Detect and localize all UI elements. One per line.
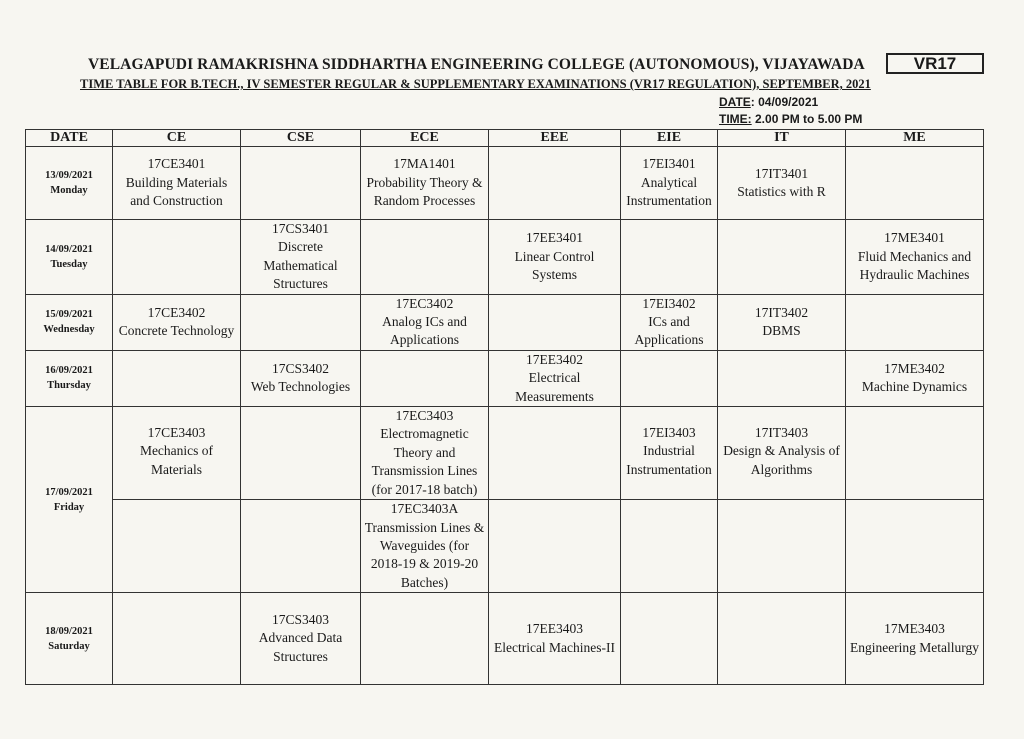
time-value: 2.00 PM to 5.00 PM xyxy=(751,112,863,126)
exam-cell xyxy=(113,147,241,220)
time-label: TIME: xyxy=(719,112,752,126)
subject-code: 17CE3402 xyxy=(147,304,206,320)
table-row xyxy=(26,407,984,500)
regulation-badge: VR17 xyxy=(886,53,984,74)
date-text: 13/09/2021 xyxy=(45,170,93,181)
subject-name: Discrete Mathematical Structures xyxy=(263,239,338,292)
subject-name: ICs and Applications xyxy=(634,314,704,348)
date-value: : 04/09/2021 xyxy=(750,95,819,109)
empty-cell xyxy=(361,593,489,685)
exam-cell xyxy=(621,294,718,350)
empty-cell xyxy=(846,407,984,500)
date-cell xyxy=(26,407,113,593)
exam-cell xyxy=(718,294,846,350)
empty-cell xyxy=(113,500,241,593)
subject-name: Web Technologies xyxy=(250,379,351,395)
empty-cell xyxy=(718,500,846,593)
exam-cell xyxy=(489,350,621,406)
empty-cell xyxy=(361,350,489,406)
date-text: 17/09/2021 xyxy=(45,486,93,498)
subject-code: 17IT3402 xyxy=(754,304,809,320)
subject-code: 17EE3402 xyxy=(526,351,583,367)
date-cell xyxy=(26,294,113,350)
col-eie: EIE xyxy=(621,130,718,147)
subject-name: Industrial Instrumentation xyxy=(626,443,712,477)
subject-name: Probability Theory & Random Processes xyxy=(366,174,483,209)
empty-cell xyxy=(113,593,241,685)
subject-name: Electrical Measurements xyxy=(515,370,594,404)
date-text: 18/09/2021 xyxy=(45,625,93,637)
subject-name: Concrete Technology xyxy=(118,323,235,339)
subject-name: Linear Control Systems xyxy=(514,248,595,283)
day-text: Saturday xyxy=(48,640,90,652)
col-ce: CE xyxy=(113,130,241,147)
subject-name: Transmission Lines & Waveguides (for 2018-19 & 2019-20 Batches) xyxy=(364,519,485,590)
empty-cell xyxy=(846,500,984,593)
date-cell xyxy=(26,220,113,295)
date-cell xyxy=(26,593,113,685)
subject-code: 17CE3401 xyxy=(147,156,206,172)
day-text: Tuesday xyxy=(50,258,88,270)
exam-cell xyxy=(241,220,361,295)
subject-name: Statistics with R xyxy=(737,184,826,199)
subject-name: Building Materials and Construction xyxy=(125,174,228,209)
table-row xyxy=(26,220,984,295)
exam-cell xyxy=(113,294,241,350)
col-eee: EEE xyxy=(489,130,621,147)
exam-cell xyxy=(489,220,621,295)
col-date: DATE xyxy=(26,130,113,147)
empty-cell xyxy=(241,147,361,220)
header-row xyxy=(26,130,984,147)
exam-cell xyxy=(718,407,846,500)
subject-code: 17CS3403 xyxy=(271,612,329,628)
subject-name: Mechanics of Materials xyxy=(139,443,214,477)
empty-cell xyxy=(718,350,846,406)
empty-cell xyxy=(621,220,718,295)
date-cell xyxy=(26,350,113,406)
subject-code: 17CS3401 xyxy=(271,221,329,236)
exam-cell xyxy=(241,350,361,406)
subject-code: 17EE3401 xyxy=(526,230,583,246)
date-cell xyxy=(26,147,113,220)
empty-cell xyxy=(489,407,621,500)
timetable xyxy=(25,129,984,685)
exam-cell xyxy=(361,147,489,220)
subject-code: 17EE3403 xyxy=(526,621,583,637)
table-row xyxy=(26,500,984,593)
col-cse: CSE xyxy=(241,130,361,147)
empty-cell xyxy=(489,147,621,220)
empty-cell xyxy=(113,350,241,406)
subject-code: 17EC3402 xyxy=(395,295,454,311)
empty-cell xyxy=(718,593,846,685)
col-me: ME xyxy=(846,130,984,147)
exam-cell xyxy=(361,500,489,593)
subject-name: DBMS xyxy=(762,323,801,339)
empty-cell xyxy=(241,407,361,500)
empty-cell xyxy=(718,220,846,295)
exam-date xyxy=(719,95,818,109)
exam-cell xyxy=(489,593,621,685)
empty-cell xyxy=(621,350,718,406)
subject-code: 17EI3402 xyxy=(642,295,696,311)
subject-name: Analog ICs and Applications xyxy=(382,314,467,348)
col-ece: ECE xyxy=(361,130,489,147)
subject-code: 17IT3403 xyxy=(754,425,809,441)
empty-cell xyxy=(489,500,621,593)
subject-code: 17ME3402 xyxy=(884,361,945,377)
col-it: IT xyxy=(718,130,846,147)
subject-code: 17EI3401 xyxy=(642,156,696,172)
exam-time xyxy=(719,112,862,126)
date-text: 16/09/2021 xyxy=(45,365,93,377)
table-row xyxy=(26,593,984,685)
subject-code: 17EC3403 xyxy=(395,408,454,424)
empty-cell xyxy=(846,147,984,220)
day-text: Monday xyxy=(50,185,88,196)
subject-name: Fluid Mechanics and Hydraulic Machines xyxy=(857,248,972,283)
empty-cell xyxy=(241,500,361,593)
subject-code: 17EI3403 xyxy=(642,425,696,441)
date-label: DATE xyxy=(719,95,751,109)
college-title: VELAGAPUDI RAMAKRISHNA SIDDHARTHA ENGINEERING COLLEGE (AUTONOMOUS), VIJAYAWADA xyxy=(88,56,865,73)
subject-name: Analytical Instrumentation xyxy=(626,174,712,209)
date-text: 14/09/2021 xyxy=(45,243,93,255)
subject-name: Machine Dynamics xyxy=(861,379,968,395)
table-row xyxy=(26,350,984,406)
exam-cell xyxy=(621,407,718,500)
subject-name: Engineering Metallurgy xyxy=(849,639,980,655)
exam-cell xyxy=(361,294,489,350)
empty-cell xyxy=(621,593,718,685)
exam-cell xyxy=(621,147,718,220)
subject-name: Design & Analysis of Algorithms xyxy=(723,443,840,477)
empty-cell xyxy=(241,294,361,350)
table-row xyxy=(26,294,984,350)
day-text: Friday xyxy=(53,501,85,513)
exam-cell xyxy=(846,220,984,295)
empty-cell xyxy=(621,500,718,593)
exam-cell xyxy=(846,350,984,406)
subject-name: Advanced Data Structures xyxy=(258,630,343,664)
exam-cell xyxy=(113,407,241,500)
subject-code: 17MA1401 xyxy=(393,156,456,172)
day-text: Thursday xyxy=(47,380,91,392)
exam-cell xyxy=(846,593,984,685)
subject-code: 17ME3401 xyxy=(884,230,945,246)
timetable-subtitle: TIME TABLE FOR B.TECH., IV SEMESTER REGULAR & SUPPLEMENTARY EXAMINATIONS (VR17 REGULATION), SEPTEMBER, 2021 xyxy=(80,77,871,91)
empty-cell xyxy=(489,294,621,350)
empty-cell xyxy=(113,220,241,295)
exam-cell xyxy=(718,147,846,220)
exam-cell xyxy=(361,407,489,500)
subject-code: 17CE3403 xyxy=(147,425,206,441)
exam-cell xyxy=(241,593,361,685)
table-row xyxy=(26,147,984,220)
day-text: Wednesday xyxy=(43,324,95,336)
subject-code: 17CS3402 xyxy=(271,361,329,377)
empty-cell xyxy=(361,220,489,295)
subject-name: Electrical Machines-II xyxy=(493,639,616,655)
date-text: 15/09/2021 xyxy=(45,309,93,321)
subject-code: 17ME3403 xyxy=(884,621,945,637)
subject-name: Electromagnetic Theory and Transmission Lines (for 2017-18 batch) xyxy=(371,426,478,497)
subject-code: 17EC3403A xyxy=(390,501,459,517)
subject-code: 17IT3401 xyxy=(754,165,809,181)
empty-cell xyxy=(846,294,984,350)
